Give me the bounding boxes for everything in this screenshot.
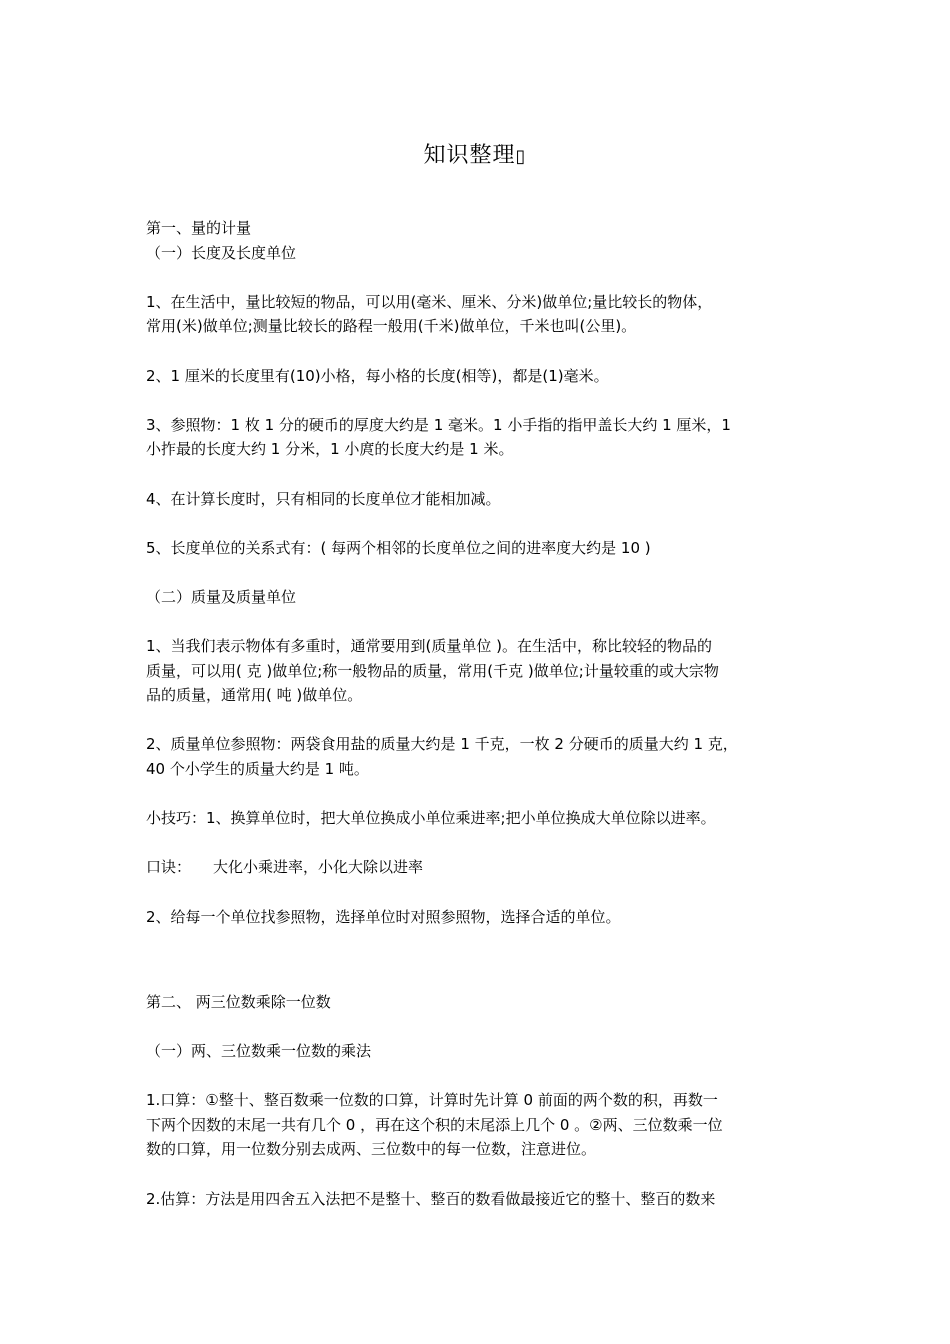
document-body bbox=[146, 216, 814, 1211]
koujue-line bbox=[146, 855, 814, 880]
paragraph-line: 2.估算：方法是用四舍五入法把不是整十、整百的数看做最接近它的整十、整百的数来 bbox=[146, 1189, 716, 1208]
paragraph-line: 4、在计算长度时，只有相同的长度单位才能相加减。 bbox=[146, 489, 501, 508]
paragraph-line: 质量，可以用( 克 )做单位;称一般物品的质量，常用(千克 )做单位;计量较重的或大宗物 bbox=[146, 661, 719, 680]
koujue-text: 大化小乘进率，小化大除以进率 bbox=[213, 858, 424, 877]
paragraph-line: 2、1 厘米的长度里有(10)小格，每小格的长度(相等)，都是(1)毫米。 bbox=[146, 366, 609, 385]
paragraph-line: 5、长度单位的关系式有：( 每两个相邻的长度单位之间的进率度大约是 10 ) bbox=[146, 538, 651, 557]
subsection-heading: （一）长度及长度单位 bbox=[146, 243, 297, 262]
paragraph-line: 小拃最的长度大约 1 分米，1 小庹的长度大约是 1 米。 bbox=[146, 440, 514, 459]
paragraph-line: 3、参照物：1 枚 1 分的硬币的厚度大约是 1 毫米。1 小手指的指甲盖长大约 1 厘米，1 bbox=[146, 415, 731, 434]
paragraph-line: 1、在生活中，量比较短的物品，可以用(毫米、厘米、分米)做单位;量比较长的物体， bbox=[146, 292, 713, 311]
section-heading: 第一、量的计量 bbox=[146, 219, 252, 237]
paragraph-line: 2、质量单位参照物：两袋食用盐的质量大约是 1 千克，一枚 2 分硬币的质量大约 1 克， bbox=[146, 735, 738, 754]
paragraph-line: 1.口算：①整十、整百数乘一位数的口算，计算时先计算 0 前面的两个数的积，再数一 bbox=[146, 1091, 718, 1110]
paragraph-line: 数的口算，用一位数分别去成两、三位数中的每一位数，注意进位。 bbox=[146, 1140, 597, 1159]
paragraph-line: 1、当我们表示物体有多重时，通常要用到(质量单位 )。在生活中，称比较轻的物品的 bbox=[146, 637, 713, 656]
paragraph-line: 40 个小学生的质量大约是 1 吨。 bbox=[146, 760, 369, 779]
paragraph-line: 常用(米)做单位;测量比较长的路程一般用(千米)做单位，千米也叫(公里)。 bbox=[146, 317, 637, 336]
koujue-label: 口诀： bbox=[146, 858, 192, 877]
tip-line: 小技巧：1、换算单位时，把大单位换成小单位乘进率;把小单位换成大单位除以进率。 bbox=[146, 809, 716, 828]
subsection-heading: （一）两、三位数乘一位数的乘法 bbox=[146, 1042, 372, 1060]
paragraph-line: 下两个因数的末尾一共有几个 0 ，再在这个积的末尾添上几个 0 。②两、三位数乘一位 bbox=[146, 1115, 723, 1134]
paragraph-line: 品的质量，通常用( 吨 )做单位。 bbox=[146, 686, 363, 705]
missing-glyph-icon: ▯ bbox=[515, 146, 527, 167]
section-heading: 第二、 两三位数乘除一位数 bbox=[146, 992, 331, 1011]
title-text: 知识整理 bbox=[423, 143, 516, 168]
subsection-heading: （二）质量及质量单位 bbox=[146, 587, 297, 606]
document-title bbox=[0, 138, 950, 169]
tip-line: 2、给每一个单位找参照物，选择单位时对照参照物，选择合适的单位。 bbox=[146, 907, 621, 926]
